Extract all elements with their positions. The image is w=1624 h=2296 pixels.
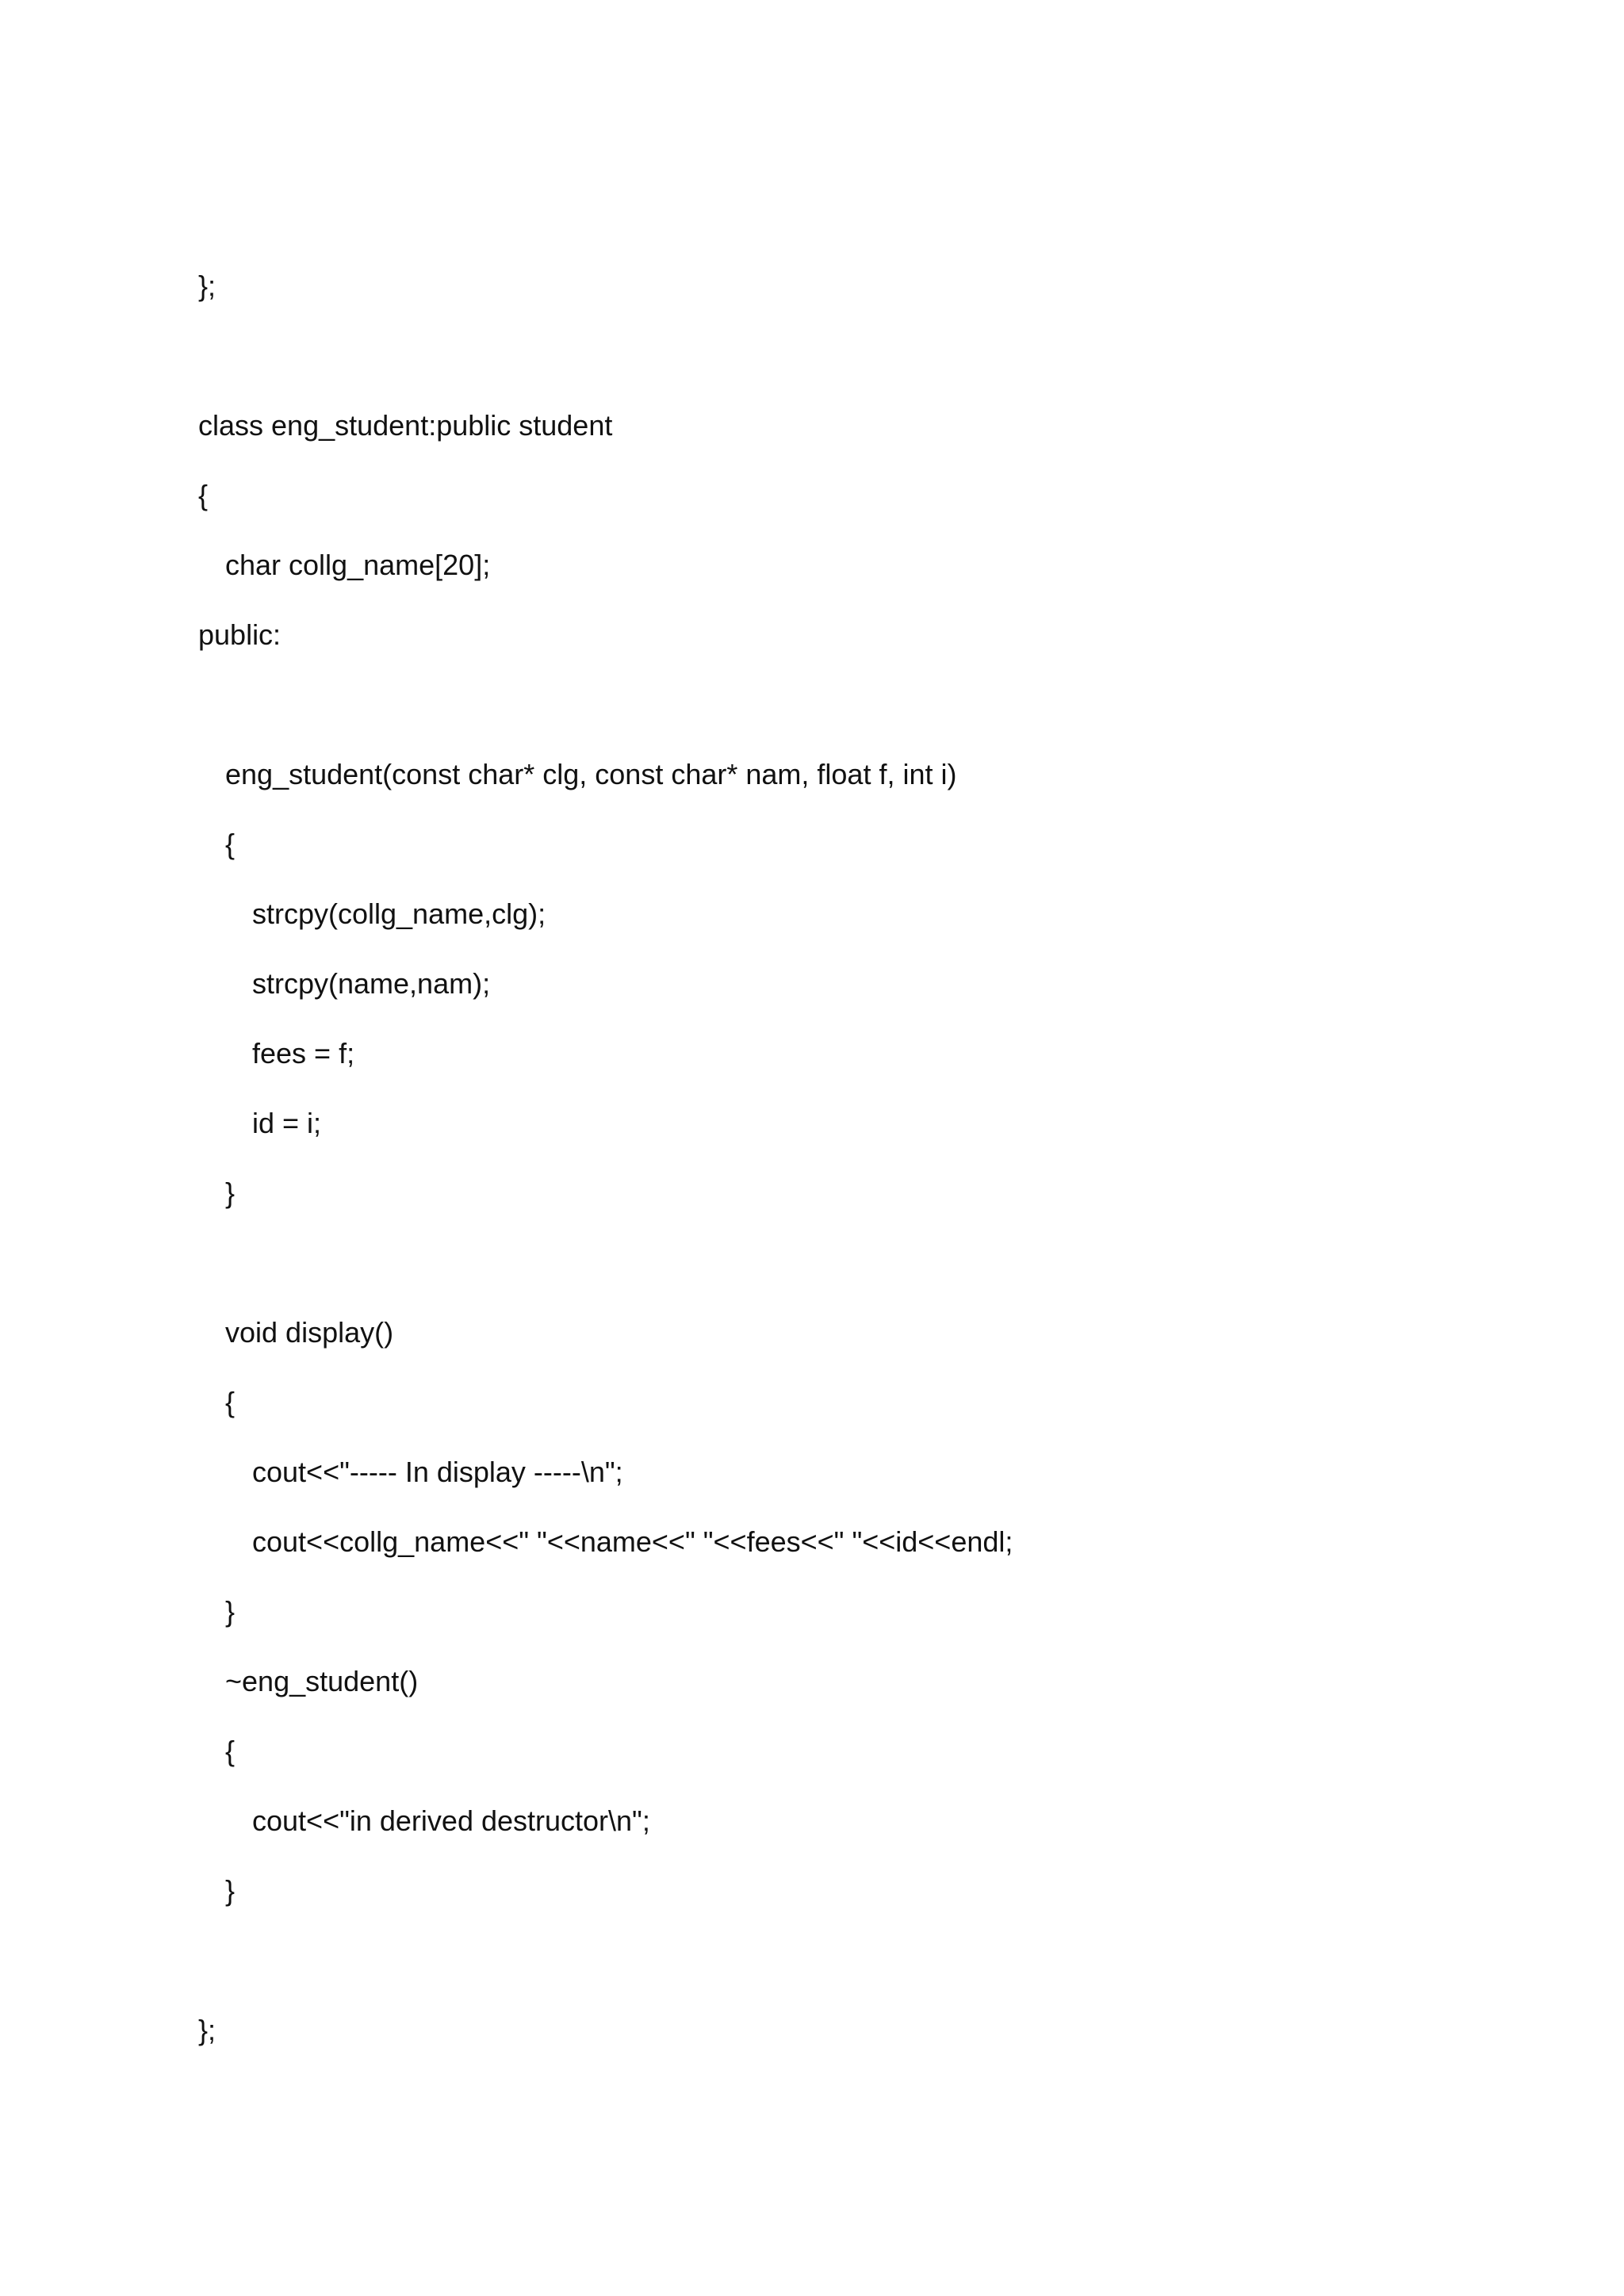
code-line-21: } <box>225 1874 236 1907</box>
code-line-14: { <box>225 1386 236 1418</box>
code-line-10: fees = f; <box>252 1037 355 1070</box>
code-line-4: char collg_name[20]; <box>225 549 491 581</box>
code-line-1: }; <box>198 270 216 302</box>
code-line-9: strcpy(name,nam); <box>252 967 491 1000</box>
code-line-13: void display() <box>225 1316 394 1349</box>
code-line-8: strcpy(collg_name,clg); <box>252 897 546 930</box>
code-line-18: ~eng_student() <box>225 1665 419 1697</box>
code-line-11: id = i; <box>252 1107 322 1139</box>
code-line-20: cout<<"in derived destructor\n"; <box>252 1804 650 1837</box>
code-line-16: cout<<collg_name<<" "<<name<<" "<<fees<<" "<<id<<endl; <box>252 1525 1013 1558</box>
code-line-12: } <box>225 1177 236 1209</box>
code-line-6: eng_student(const char* clg, const char* nam, float f, int i) <box>225 758 957 790</box>
code-line-5: public: <box>198 618 282 651</box>
code-line-22: }; <box>198 2014 216 2046</box>
code-line-3: { <box>198 479 209 511</box>
code-line-19: { <box>225 1735 236 1767</box>
code-line-7: { <box>225 828 236 860</box>
code-line-15: cout<<"----- In display -----\n"; <box>252 1456 623 1488</box>
code-line-17: } <box>225 1595 236 1628</box>
code-line-2: class eng_student:public student <box>198 409 613 442</box>
